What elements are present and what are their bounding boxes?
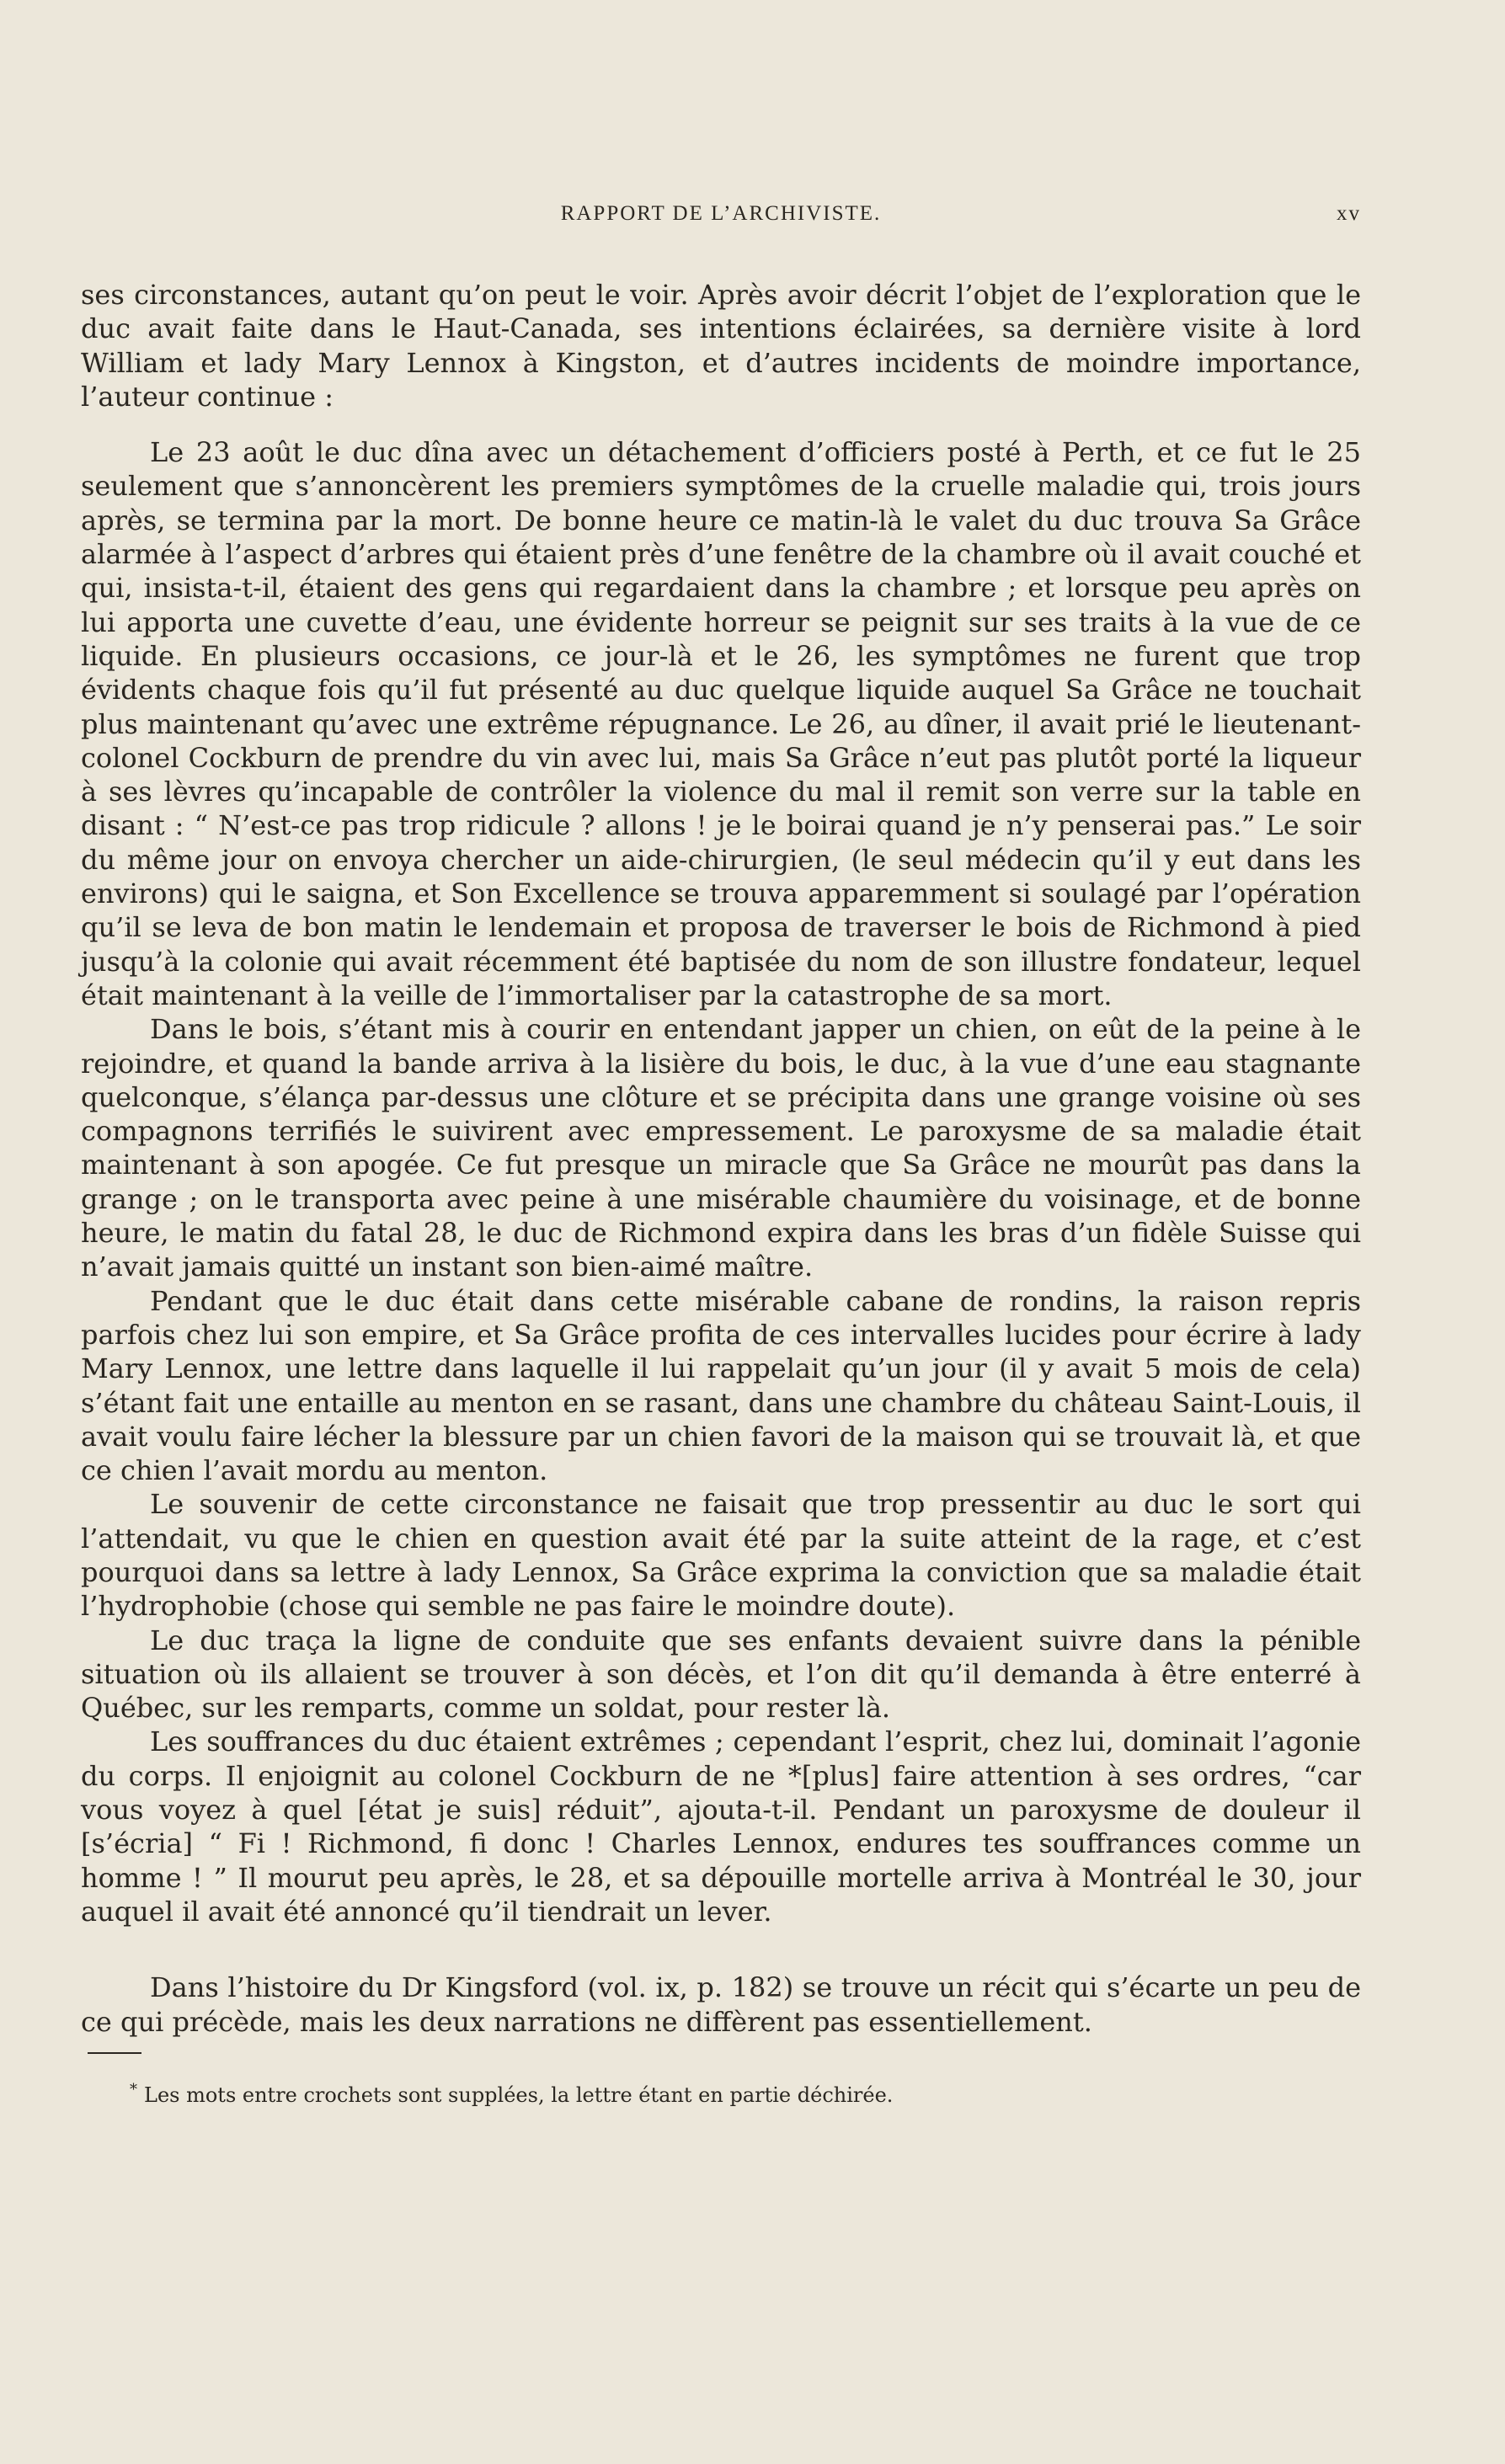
- running-title: RAPPORT DE L’ARCHIVISTE.: [560, 202, 882, 225]
- quoted-paragraph-1: Le 23 août le duc dîna avec un détachement d’officiers posté à Perth, et ce fut le 25 seulement que s’annoncèrent les premiers symptômes de la cruelle maladie qui, trois jours après, se termina par la mort. De bonne heure ce matin-là le valet du duc trouva Sa Grâce alarmée à l’aspect d’arbres qui étaient près d’une fenêtre de la chambre où il avait couché et qui, insista-t-il, étaient des gens qui regardaient dans la chambre ; et lorsque peu après on lui apporta une cuvette d’eau, une évidente horreur se peignit sur ses traits à la vue de ce liquide. En plusieurs occasions, ce jour-là et le 26, les symptômes ne furent que trop évidents chaque fois qu’il fut présenté au duc quelque liquide auquel Sa Grâce ne touchait plus maintenant qu’avec une extrême répugnance. Le 26, au dîner, il avait prié le lieutenant-colonel Cockburn de prendre du vin avec lui, mais Sa Grâce n’eut pas plutôt porté la liqueur à ses lèvres qu’incapable de contrôler la violence du mal il remit son verre sur la table en disant : “ N’est-ce pas trop ridicule ? allons ! je le boirai quand je n’y penserai pas.” Le soir du même jour on envoya chercher un aide-chirurgien, (le seul médecin qu’il y eut dans les environs) qui le saigna, et Son Excellence se trouva apparemment si soulagé par l’opération qu’il se leva de bon matin le lendemain et proposa de traverser le bois de Richmond à pied jusqu’à la colonie qui avait récemment été baptisée du nom de son illustre fondateur, lequel était maintenant à la veille de l’immortaliser par la catastrophe de sa mort.: [81, 436, 1361, 1011]
- page-number: xv: [1337, 202, 1361, 225]
- paragraph-gap: [81, 1928, 1361, 1971]
- quoted-paragraph-6: Les souffrances du duc étaient extrêmes ; cependant l’esprit, chez lui, dominait l’agonie du corps. Il enjoignit au colonel Cockburn de ne *[plus] faire attention à ses ordres, “car vous voyez à quel [état je suis] réduit”, ajouta-t-il. Pendant un paroxysme de douleur il [s’écria] “ Fi ! Richmond, fi donc ! Charles Lennox, endures tes souffrances comme un homme ! ” Il mourut peu après, le 28, et sa dépouille mortelle arriva à Montréal le 30, jour auquel il avait été annoncé qu’il tiendrait un lever.: [81, 1725, 1361, 1928]
- paragraph-gap: [81, 413, 1361, 435]
- footnote-text: Les mots entre crochets sont supplées, la lettre étant en partie déchirée.: [144, 2083, 894, 2107]
- footnote: [81, 2077, 1361, 2108]
- footnote-marker: *: [130, 2080, 137, 2099]
- quoted-paragraph-4: Le souvenir de cette circonstance ne faisait que trop pressentir au duc le sort qui l’attendait, vu que le chien en question avait été par la suite atteint de la rage, et c’est pourquoi dans sa lettre à lady Lennox, Sa Grâce exprima la conviction que sa maladie était l’hydrophobie (chose qui semble ne pas faire le moindre doute).: [81, 1488, 1361, 1623]
- quoted-paragraph-5: Le duc traça la ligne de conduite que ses enfants devaient suivre dans la pénible situation où ils allaient se trouver à son décès, et l’on dit qu’il demanda à être enterré à Québec, sur les remparts, comme un soldat, pour rester là.: [81, 1624, 1361, 1725]
- closing-paragraph: Dans l’histoire du Dr Kingsford (vol. ix, p. 182) se trouve un récit qui s’écarte un peu de ce qui précède, mais les deux narrations ne diffèrent pas essentiellement.: [81, 1971, 1361, 2038]
- running-header: [81, 202, 1361, 236]
- page-body: [81, 278, 1361, 2108]
- quoted-paragraph-2: Dans le bois, s’étant mis à courir en entendant japper un chien, on eût de la peine à le rejoindre, et quand la bande arriva à la lisière du bois, le duc, à la vue d’une eau stagnante quelconque, s’élança par-dessus une clôture et se précipita dans une grange voisine où ses compagnons terrifiés le suivirent avec empressement. Le paroxysme de sa maladie était maintenant à son apogée. Ce fut presque un miracle que Sa Grâce ne mourût pas dans la grange ; on le transporta avec peine à une misérable chaumière du voisinage, et de bonne heure, le matin du fatal 28, le duc de Richmond expira dans les bras d’un fidèle Suisse qui n’avait jamais quitté un instant son bien-aimé maître.: [81, 1013, 1361, 1283]
- intro-paragraph: ses circonstances, autant qu’on peut le voir. Après avoir décrit l’objet de l’exploration que le duc avait faite dans le Haut-Canada, ses intentions éclairées, sa dernière visite à lord William et lady Mary Lennox à Kingston, et d’autres incidents de moindre importance, l’auteur continue :: [81, 279, 1361, 413]
- footnote-rule: [88, 2052, 141, 2054]
- quoted-paragraph-3: Pendant que le duc était dans cette misérable cabane de rondins, la raison repris parfois chez lui son empire, et Sa Grâce profita de ces intervalles lucides pour écrire à lady Mary Lennox, une lettre dans laquelle il lui rappelait qu’un jour (il y avait 5 mois de cela) s’étant fait une entaille au menton en se rasant, dans une chambre du château Saint-Louis, il avait voulu faire lécher la blessure par un chien favori de la maison qui se trouvait là, et que ce chien l’avait mordu au menton.: [81, 1284, 1361, 1487]
